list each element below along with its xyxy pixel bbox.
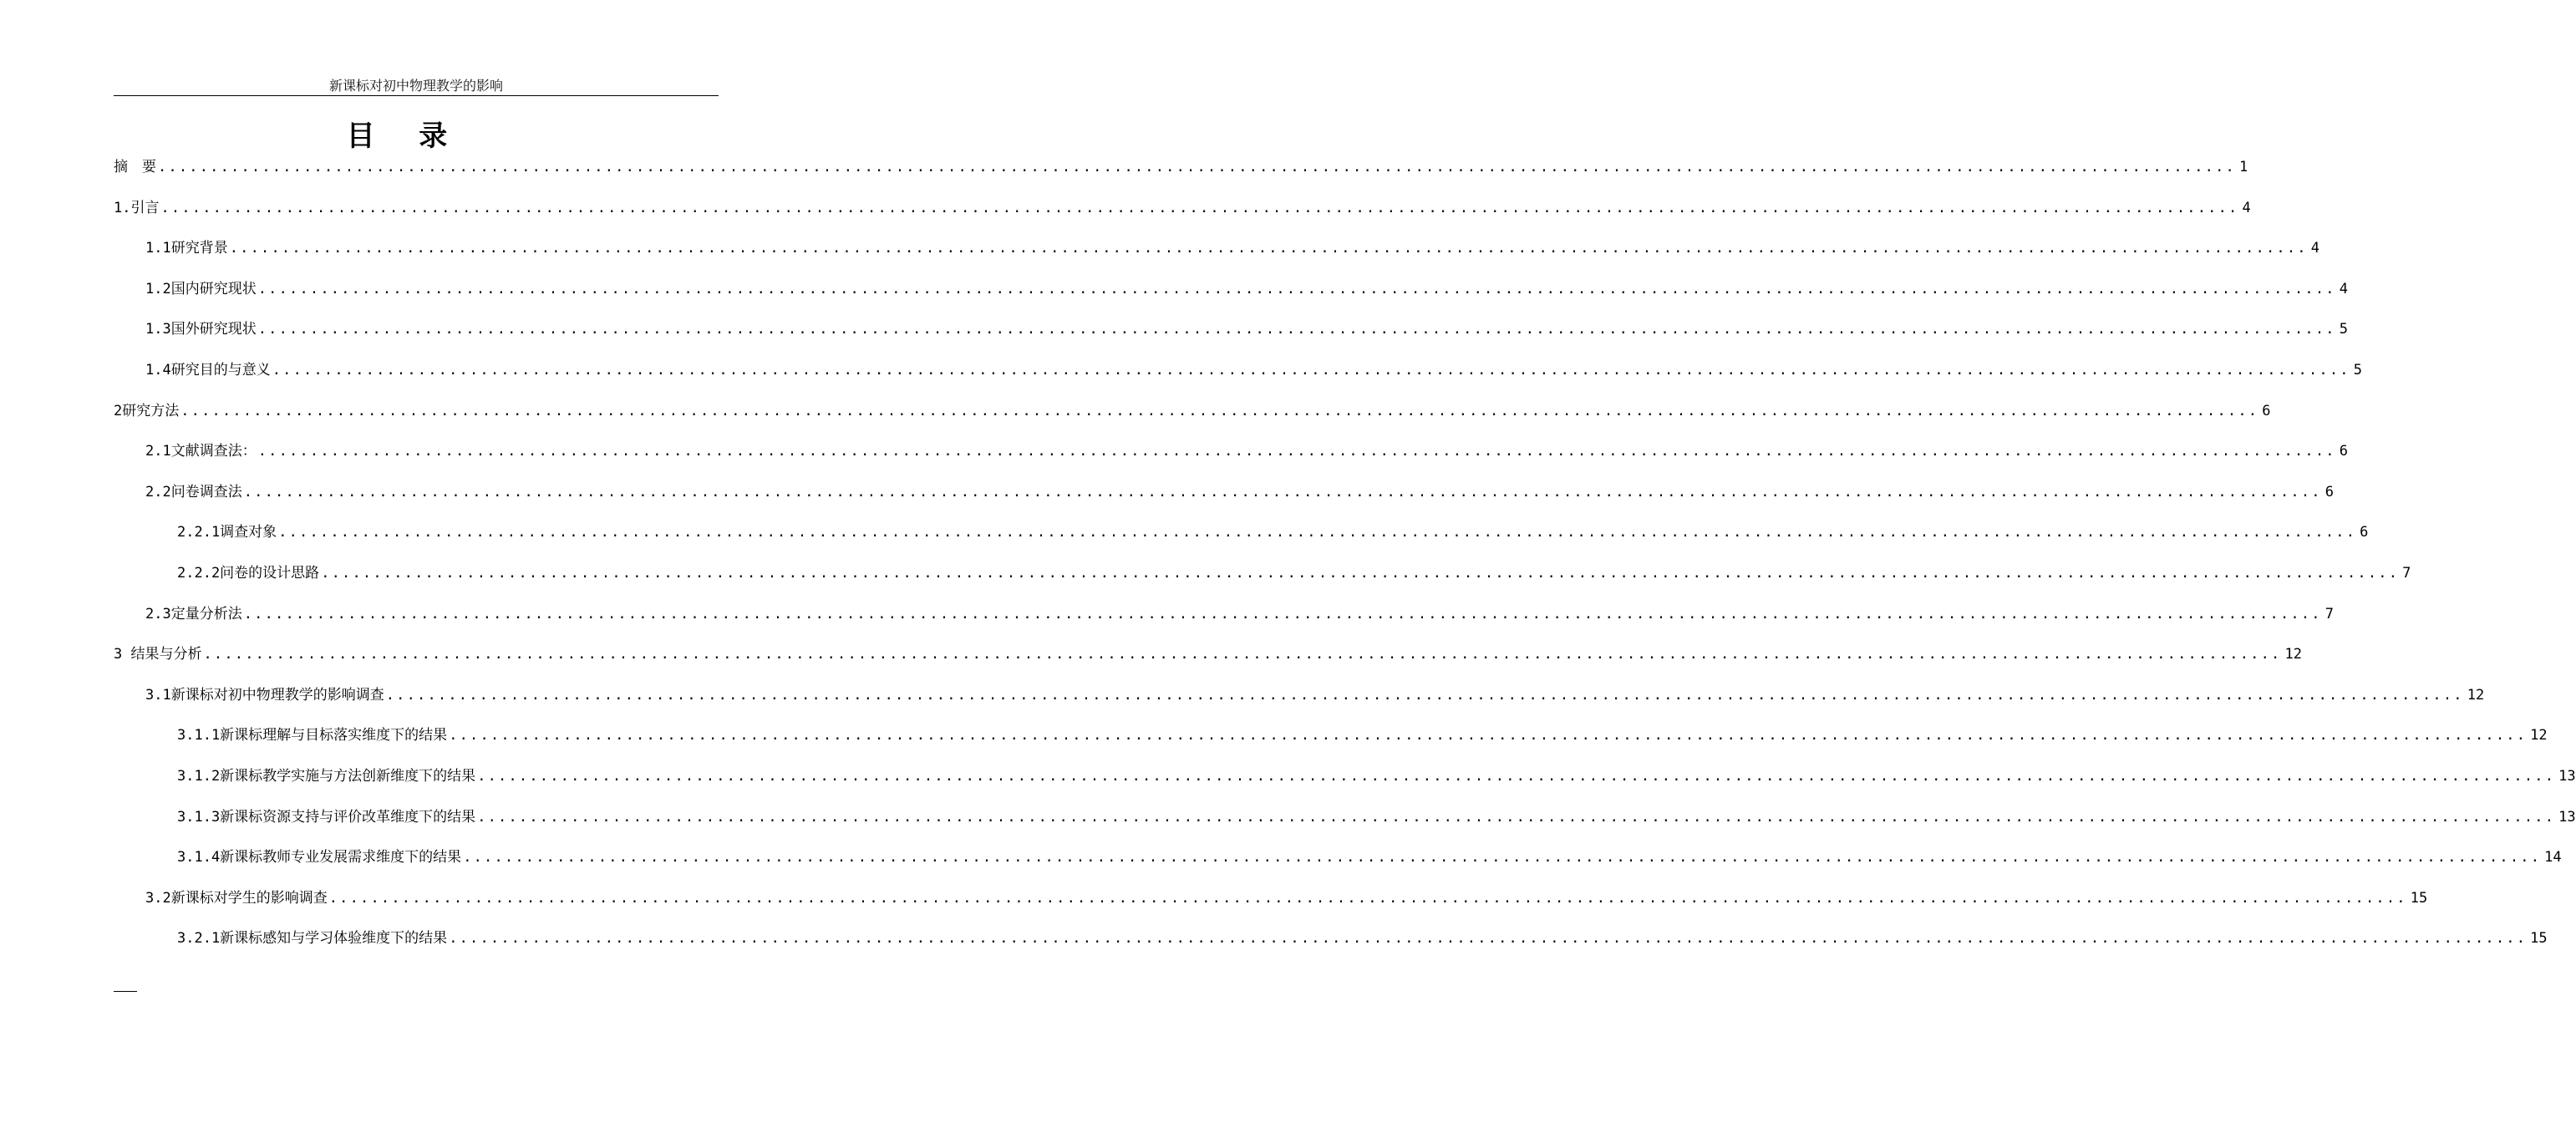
toc-entry[interactable] bbox=[114, 594, 2334, 635]
toc-page-number: 5 bbox=[2353, 361, 2362, 379]
toc-entry-label: 1.2国内研究现状 bbox=[145, 280, 257, 297]
toc-dot-leader: ........................................................................................................................................................................................................ bbox=[180, 402, 2259, 419]
toc-page-number: 5 bbox=[2339, 321, 2348, 338]
toc-page-number: 13 bbox=[2558, 767, 2576, 785]
toc-entry[interactable] bbox=[114, 756, 2576, 797]
toc-entry[interactable] bbox=[114, 309, 2348, 350]
toc-dot-leader: ........................................................................................................................................................................................................ bbox=[243, 605, 2322, 622]
toc-dot-leader: ........................................................................................................................................................................................................ bbox=[477, 808, 2556, 826]
toc-dot-leader: ........................................................................................................................................................................................................ bbox=[229, 240, 2308, 257]
toc-dot-leader: ........................................................................................................................................................................................................ bbox=[272, 361, 2350, 379]
toc-page-number: 6 bbox=[2360, 524, 2369, 541]
toc-entry[interactable] bbox=[114, 228, 2319, 269]
toc-page-number: 15 bbox=[2530, 930, 2548, 948]
toc-entry-label: 3 结果与分析 bbox=[114, 646, 202, 663]
toc-entry[interactable] bbox=[114, 431, 2348, 472]
toc-page-number: 12 bbox=[2530, 727, 2548, 744]
toc-entry[interactable] bbox=[114, 553, 2411, 594]
toc-entry-label: 2研究方法 bbox=[114, 402, 180, 419]
toc-entry-label: 2.2问卷调查法 bbox=[145, 483, 242, 501]
toc-page-number: 13 bbox=[2558, 808, 2576, 826]
toc-entry-label: 1.引言 bbox=[114, 199, 160, 216]
toc-entry-label: 3.1.3新课标资源支持与评价改革维度下的结果 bbox=[177, 808, 476, 826]
toc-dot-leader: ........................................................................................................................................................................................................ bbox=[203, 646, 2282, 663]
toc-list bbox=[114, 147, 2576, 959]
toc-page-number: 14 bbox=[2544, 849, 2562, 866]
toc-page-number: 4 bbox=[2339, 280, 2348, 297]
toc-entry-label: 3.1.1新课标理解与目标落实维度下的结果 bbox=[177, 727, 448, 744]
toc-entry-label: 1.3国外研究现状 bbox=[145, 321, 257, 338]
footnote-rule bbox=[114, 991, 137, 992]
toc-title: 目 录 bbox=[346, 119, 465, 153]
toc-dot-leader: ........................................................................................................................................................................................................ bbox=[463, 849, 2542, 866]
toc-page-number: 6 bbox=[2339, 443, 2348, 460]
toc-page-number: 12 bbox=[2467, 686, 2485, 704]
toc-entry[interactable] bbox=[114, 715, 2548, 756]
toc-entry-label: 2.3定量分析法 bbox=[145, 605, 242, 622]
toc-page-number: 1 bbox=[2238, 159, 2248, 175]
toc-dot-leader: ........................................................................................................................................................................................................ bbox=[328, 889, 2407, 907]
toc-entry-label: 3.1新课标对初中物理教学的影响调查 bbox=[145, 686, 384, 704]
toc-entry[interactable] bbox=[114, 472, 2334, 513]
toc-entry-label: 2.2.1调查对象 bbox=[177, 524, 277, 541]
toc-dot-leader: ........................................................................................................................................................................................................ bbox=[477, 767, 2556, 785]
toc-entry[interactable] bbox=[114, 391, 2271, 432]
toc-entry[interactable] bbox=[114, 147, 2248, 188]
toc-page-number: 6 bbox=[2324, 483, 2334, 501]
toc-entry[interactable] bbox=[114, 797, 2576, 838]
toc-entry[interactable] bbox=[114, 188, 2251, 229]
toc-entry[interactable] bbox=[114, 350, 2362, 391]
running-header: 新课标对初中物理教学的影响 bbox=[328, 78, 503, 94]
toc-dot-leader: ........................................................................................................................................................................................................ bbox=[385, 686, 2464, 704]
toc-entry-label: 3.2新课标对学生的影响调查 bbox=[145, 889, 328, 907]
toc-entry[interactable] bbox=[114, 634, 2302, 675]
toc-entry[interactable] bbox=[114, 837, 2562, 878]
toc-page-number: 6 bbox=[2262, 402, 2271, 419]
toc-entry-label: 3.2.1新课标感知与学习体验维度下的结果 bbox=[177, 930, 448, 948]
toc-page-number: 15 bbox=[2410, 889, 2428, 907]
toc-dot-leader: ........................................................................................................................................................................................................ bbox=[449, 930, 2528, 948]
toc-entry[interactable] bbox=[114, 512, 2369, 553]
toc-page-number: 4 bbox=[2310, 240, 2319, 257]
toc-page-number: 4 bbox=[2242, 199, 2251, 216]
toc-dot-leader: ........................................................................................................................................................................................................ bbox=[243, 483, 2322, 501]
toc-page-number: 12 bbox=[2284, 646, 2302, 663]
toc-entry[interactable] bbox=[114, 269, 2348, 310]
toc-entry-label: 摘 要 bbox=[114, 159, 156, 175]
toc-dot-leader: ........................................................................................................................................................................................................ bbox=[449, 727, 2528, 744]
toc-dot-leader: ........................................................................................................................................................................................................ bbox=[158, 159, 2236, 175]
toc-entry[interactable] bbox=[114, 878, 2428, 919]
toc-entry-label: 1.1研究背景 bbox=[145, 240, 228, 257]
toc-entry-label: 3.1.2新课标教学实施与方法创新维度下的结果 bbox=[177, 767, 476, 785]
toc-dot-leader: ........................................................................................................................................................................................................ bbox=[257, 443, 2336, 460]
toc-page-number: 7 bbox=[2324, 605, 2334, 622]
toc-entry-label: 2.2.2问卷的设计思路 bbox=[177, 564, 320, 582]
toc-entry-label: 3.1.4新课标教师专业发展需求维度下的结果 bbox=[177, 849, 462, 866]
toc-entry-label: 2.1文献调查法： bbox=[145, 443, 257, 460]
toc-entry[interactable] bbox=[114, 918, 2548, 959]
toc-dot-leader: ........................................................................................................................................................................................................ bbox=[321, 564, 2400, 582]
toc-entry[interactable] bbox=[114, 675, 2485, 716]
toc-entry-label: 1.4研究目的与意义 bbox=[145, 361, 271, 379]
header-rule bbox=[114, 95, 719, 96]
toc-dot-leader: ........................................................................................................................................................................................................ bbox=[257, 321, 2336, 338]
toc-dot-leader: ........................................................................................................................................................................................................ bbox=[278, 524, 2357, 541]
toc-dot-leader: ........................................................................................................................................................................................................ bbox=[160, 199, 2239, 216]
toc-dot-leader: ........................................................................................................................................................................................................ bbox=[257, 280, 2336, 297]
toc-page-number: 7 bbox=[2402, 564, 2411, 582]
